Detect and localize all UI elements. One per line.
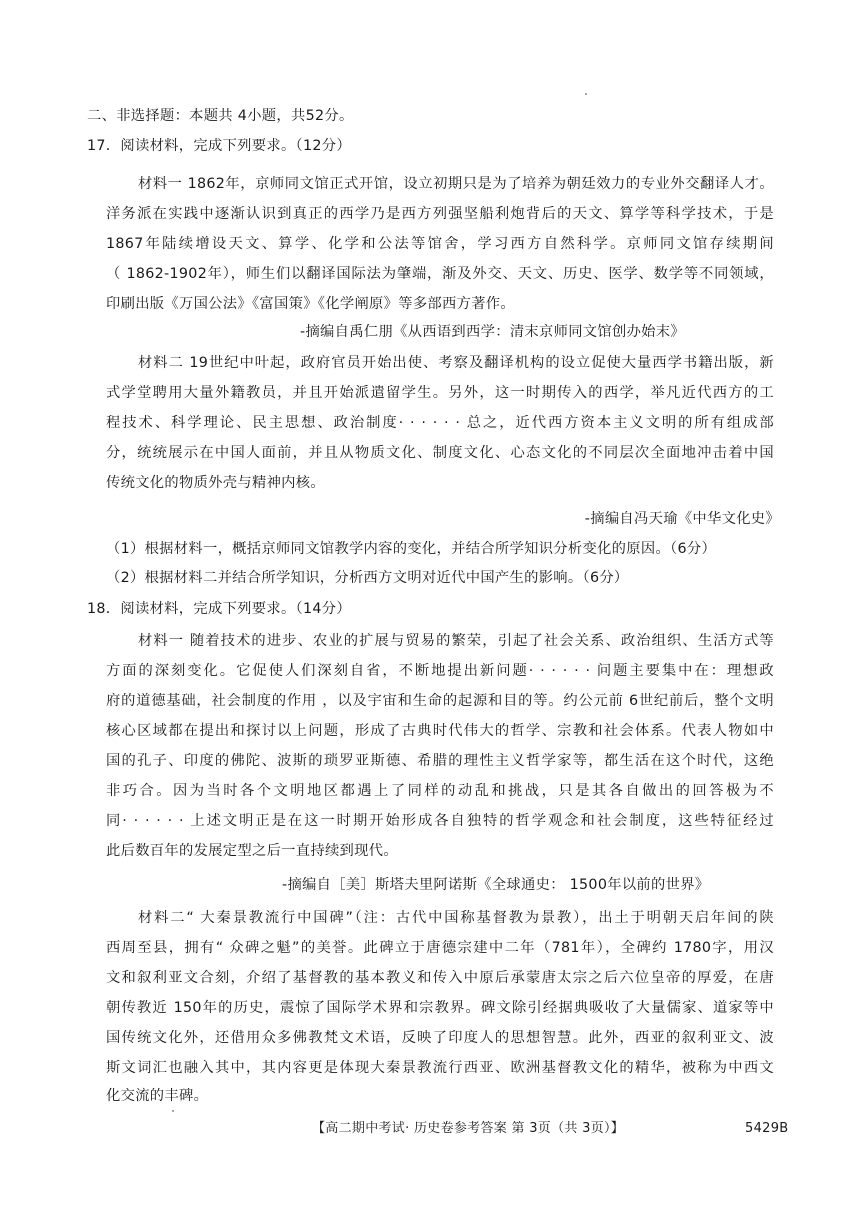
q18-material-1-line: 此后数百年的发展定型之后一直持续到现代。 — [106, 843, 398, 859]
q18-material-2-line: 朝传教近 150年的历史，震惊了国际学术界和宗教界。碑文除引经据典吸收了大量儒家、道家等中 — [106, 1000, 774, 1016]
question-17-stem: 17．阅读材料，完成下列要求。（12分） — [87, 138, 351, 154]
footer-exam-code: 5429B — [745, 1121, 789, 1136]
q17-material-2-line: 式学堂聘用大量外籍教员，并且开始派遣留学生。另外，这一时期传入的西学，举凡近代西方的工 — [106, 385, 774, 401]
q18-material-1-line: 国的孔子、印度的佛陀、波斯的琐罗亚斯德、希腊的理性主义哲学家等，都生活在这个时代，这绝 — [106, 753, 774, 769]
q18-material-1-line: 核心区域都在提出和探讨以上问题，形成了古典时代伟大的哲学、宗教和社会体系。代表人物如中 — [106, 723, 774, 739]
q17-subquestion-2: （2）根据材料二并结合所学知识，分析西方文明对近代中国产生的影响。（6分） — [106, 570, 629, 586]
q18-material-1-line: 方面的深刻变化。它促使人们深刻自省，不断地提出新问题· · · · · · 问题主要集中在：理想政 — [106, 663, 774, 679]
q17-material-2-source: -摘编自冯天瑜《中华文化史》 — [584, 511, 780, 527]
q17-material-2-line: 材料二 19世纪中叶起，政府官员开始出使、考察及翻译机构的设立促使大量西学书籍出版，新 — [138, 355, 774, 371]
q18-material-2-line: 国传统文化外，还借用众多佛教梵文术语，反映了印度人的思想智慧。此外，西亚的叙利亚文、波 — [106, 1030, 774, 1046]
question-18-stem: 18．阅读材料，完成下列要求。（14分） — [87, 601, 351, 617]
section-title: 二、非选择题：本题共 4小题，共52分。 — [87, 108, 354, 124]
q17-material-2-line: 分，统统展示在中国人面前，并且从物质文化、制度文化、心态文化的不同层次全面地冲击着中国 — [106, 445, 774, 461]
q18-material-2-line: 材料二“ 大秦景教流行中国碑”（注：古代中国称基督教为景教），出土于明朝天启年间的陕 — [138, 910, 774, 926]
q17-material-1-line: 材料一 1862年，京师同文馆正式开馆，设立初期只是为了培养为朝廷效力的专业外交翻译人才。 — [138, 176, 774, 192]
q18-material-1-source: -摘编自［美］斯塔夫里阿诺斯《全球通史： 1500年以前的世界》 — [282, 877, 710, 893]
q18-material-2-line: 文和叙利亚文合刻，介绍了基督教的基本教义和传入中原后承蒙唐太宗之后六位皇帝的厚爱，在唐 — [106, 970, 774, 986]
q17-material-1-line: 印刷出版《万国公法》《富国策》《化学阐原》等多部西方著作。 — [106, 296, 516, 312]
q18-material-1-line: 同· · · · · · 上述文明正是在这一时期开始形成各自独特的哲学观念和社会制度，这些特征经过 — [106, 813, 774, 829]
q17-material-1-line: 洋务派在实践中逐渐认识到真正的西学乃是西方列强坚船利炮背后的天文、算学等科学技术，于是 — [106, 206, 774, 222]
footer-page-info: 【高二期中考试· 历史卷参考答案 第 3页（共 3页）】 — [312, 1121, 625, 1136]
q17-material-2-line: 传统文化的物质外壳与精神内核。 — [106, 475, 325, 491]
q17-material-1-source: -摘编自禹仁朋《从西语到西学：清末京师同文馆创办始末》 — [300, 324, 685, 340]
q17-material-1-line: （ 1862-1902年），师生们以翻译国际法为肇端，渐及外交、天文、历史、医学、数学等不同领域， — [106, 266, 774, 282]
q18-material-2-line: 化交流的丰碑。 — [106, 1088, 209, 1104]
q18-material-1-line: 材料一 随着技术的进步、农业的扩展与贸易的繁荣，引起了社会关系、政治组织、生活方式等 — [138, 633, 774, 649]
q18-material-1-line: 府的道德基础，社会制度的作用 ，以及宇宙和生命的起源和目的等。约公元前 6世纪前后，整个文明 — [106, 693, 774, 709]
q18-material-2-line: 斯文词汇也融入其中，其内容更是体现大秦景教流行西亚、欧洲基督教文化的精华，被称为中西文 — [106, 1060, 774, 1076]
q18-material-2-line: 西周至县，拥有“ 众碑之魁”的美誉。此碑立于唐德宗建中二年（781年），全碑约 1780字，用汉 — [106, 940, 774, 956]
scan-speck — [172, 1110, 174, 1112]
q18-material-1-line: 非巧合。因为当时各个文明地区都遇上了同样的动乱和挑战，只是其各自做出的回答极为不 — [106, 783, 774, 799]
q17-subquestion-1: （1）根据材料一，概括京师同文馆教学内容的变化，并结合所学知识分析变化的原因。（6分） — [106, 541, 717, 557]
q17-material-2-line: 程技术、科学理论、民主思想、政治制度· · · · · · 总之，近代西方资本主义文明的所有组成部 — [106, 415, 774, 431]
scan-speck — [585, 93, 587, 95]
q17-material-1-line: 1867年陆续增设天文、算学、化学和公法等馆舍，学习西方自然科学。京师同文馆存续期间 — [106, 236, 774, 252]
